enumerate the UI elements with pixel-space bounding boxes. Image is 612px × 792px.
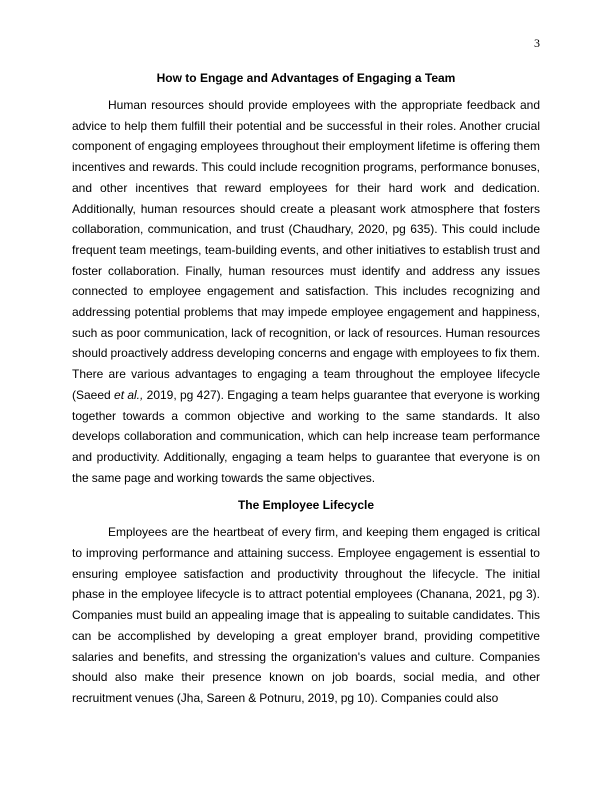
italic-citation-text: et al., [114, 387, 144, 402]
paragraph-text-continued: 2019, pg 427). Engaging a team helps guarantee that everyone is working together towards a common objective and working to the same standards. It also develops collaboration and communication, which can help increase team performance and productivity. Additionally, engaging a team helps to guarantee that everyone is on the same page and working towards the same objectives. [72, 387, 540, 485]
paragraph-employee-lifecycle: Employees are the heartbeat of every firm, and keeping them engaged is critical to improving performance and attaining success. Employee engagement is essential to ensuring employee satisfaction and productivity throughout the lifecycle. The initial phase in the employee lifecycle is to attract potential employees (Chanana, 2021, pg 3). Companies must build an appealing image that is appealing to suitable candidates. This can be accomplished by developing a great employer brand, providing competitive salaries and benefits, and stressing the organization's values and culture. Companies should also make their presence known on job boards, social media, and other recruitment venues (Jha, Sareen & Potnuru, 2019, pg 10). Companies could also [72, 525, 540, 705]
paragraph-engaging-team [72, 95, 540, 488]
page-number: 3 [534, 36, 540, 50]
document-body [72, 68, 540, 709]
section-heading-employee-lifecycle: The Employee Lifecycle [237, 498, 375, 513]
paragraph-text: Human resources should provide employees with the appropriate feedback and advice to help them fulfill their potential and be successful in their roles. Another crucial component of engaging employees throughout their employment lifetime is offering them incentives and rewards. This could include recognition programs, performance bonuses, and other incentives that reward employees for their hard work and dedication. Additionally, human resources should create a pleasant work atmosphere that fosters collaboration, communication, and trust (Chaudhary, 2020, pg 635). This could include frequent team meetings, team-building events, and other initiatives to establish trust and foster collaboration. Finally, human resources must identify and address any issues connected to employee engagement and satisfaction. This includes recognizing and addressing potential problems that may impede employee engagement and happiness, such as poor communication, lack of recognition, or lack of resources. Human resources should proactively address developing concerns and engage with employees to fix them. There are various advantages to engaging a team throughout the employee lifecycle (Saeed [72, 98, 540, 402]
section-heading-engaging-team: How to Engage and Advantages of Engaging a Team [156, 71, 456, 85]
